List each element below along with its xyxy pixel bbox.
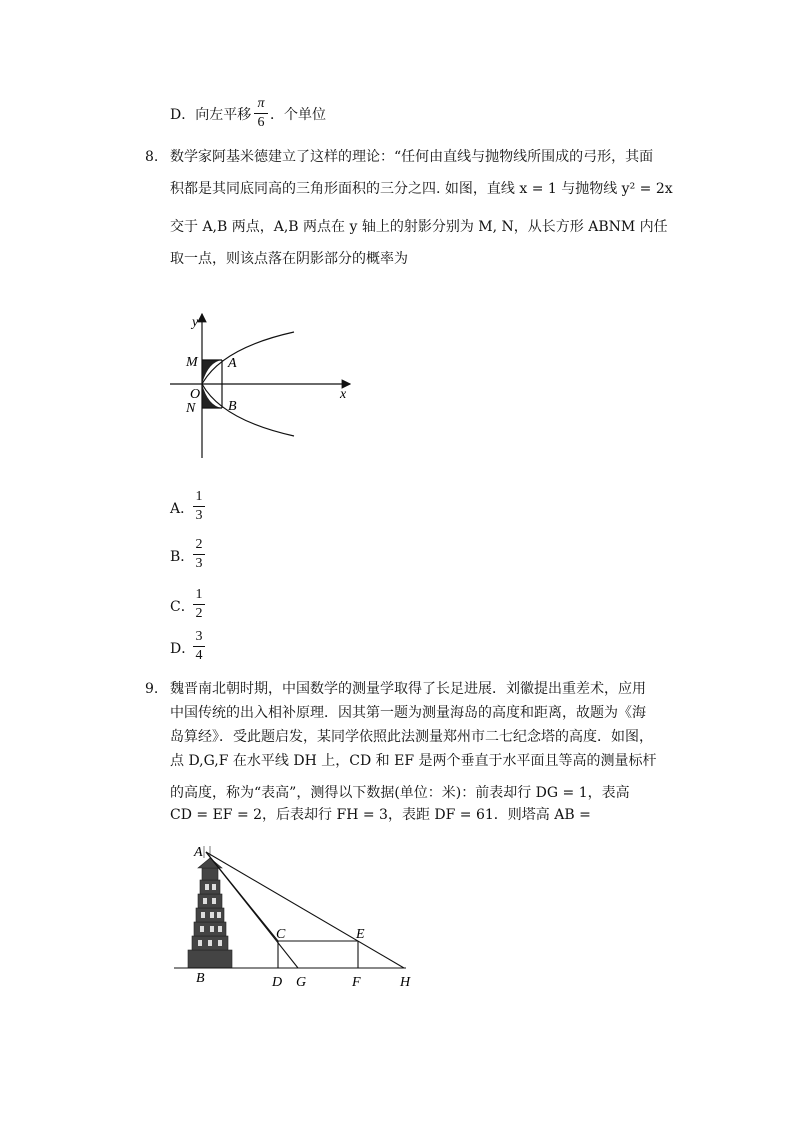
q8-option-b-fraction	[193, 537, 205, 572]
fraction-numerator: 3	[195, 629, 203, 644]
fraction-denominator: 3	[195, 556, 203, 571]
fraction-numerator: 1	[195, 587, 203, 602]
q8-line-2: 积都是其同底同高的三角形面积的三分之四. 如图，直线 x = 1 与抛物线 y² = 2x	[170, 181, 673, 197]
label-f: F	[352, 975, 361, 990]
label-e: E	[356, 927, 365, 942]
q8-line-4: 取一点，则该点落在阴影部分的概率为	[170, 251, 408, 267]
q9-line-1: 魏晋南北朝时期，中国数学的测量学取得了长足进展．刘徽提出重差术，应用	[170, 681, 646, 697]
q8-option-c-fraction	[193, 587, 205, 622]
label-y: y	[192, 315, 199, 330]
label-c: C	[276, 927, 286, 942]
fraction-denominator: 6	[257, 115, 265, 130]
fraction-numerator: π	[257, 96, 265, 111]
tower-illustration	[188, 846, 232, 968]
label-a: A	[228, 356, 237, 371]
fraction-denominator: 3	[195, 508, 203, 523]
tower-figure	[168, 840, 418, 990]
q8-option-d-fraction	[193, 629, 205, 664]
fraction-denominator: 4	[195, 648, 203, 663]
label-m: M	[186, 355, 198, 370]
fraction-numerator: 2	[195, 537, 203, 552]
label-h: H	[400, 975, 411, 990]
fraction-denominator: 2	[195, 606, 203, 621]
label-a: A	[194, 845, 203, 860]
line-a-to-h	[206, 852, 404, 968]
q9-line-5: 的高度，称为“表高”，测得以下数据(单位：米)：前表却行 DG = 1，表高	[170, 785, 630, 801]
q7-option-d-prefix: D．向左平移	[170, 107, 252, 123]
label-b: B	[228, 399, 237, 414]
q9-line-3: 岛算经》．受此题启发，某同学依照此法测量郑州市二七纪念塔的高度．如图，	[170, 729, 653, 745]
q7-option-d-fraction	[254, 96, 268, 131]
label-b: B	[196, 971, 205, 986]
fraction-numerator: 1	[195, 489, 203, 504]
q9-line-6: CD = EF = 2，后表却行 FH = 3，表距 DF = 61．则塔高 AB =	[170, 807, 591, 823]
q8-line-1: 数学家阿基米德建立了这样的理论：“任何由直线与抛物线所围成的弓形，其面	[170, 149, 654, 165]
q9-line-4: 点 D,G,F 在水平线 DH 上，CD 和 EF 是两个垂直于水平面且等高的测量标杆	[170, 753, 657, 769]
parabola-figure	[168, 310, 368, 460]
q8-option-c-letter: C．	[170, 599, 195, 615]
q9-line-2: 中国传统的出入相补原理．因其第一题为测量海岛的高度和距离，故题为《海	[170, 705, 646, 721]
q8-option-b-letter: B．	[170, 549, 195, 565]
q9-number: 9.	[145, 681, 159, 697]
label-g: G	[296, 975, 307, 990]
q8-option-a-fraction	[193, 489, 205, 524]
label-o: O	[190, 387, 201, 402]
q7-option-d	[170, 106, 251, 124]
q8-line-3: 交于 A,B 两点，A,B 两点在 y 轴上的射影分别为 M, N，从长方形 ABNM 内任	[170, 219, 668, 235]
label-d: D	[272, 975, 283, 990]
q8-option-a-letter: A．	[170, 501, 195, 517]
label-x: x	[340, 387, 347, 402]
q8-option-d-letter: D．	[170, 641, 196, 657]
q7-option-d-suffix: ．个单位	[270, 107, 326, 123]
label-n: N	[186, 401, 196, 416]
q8-number: 8.	[145, 149, 159, 165]
